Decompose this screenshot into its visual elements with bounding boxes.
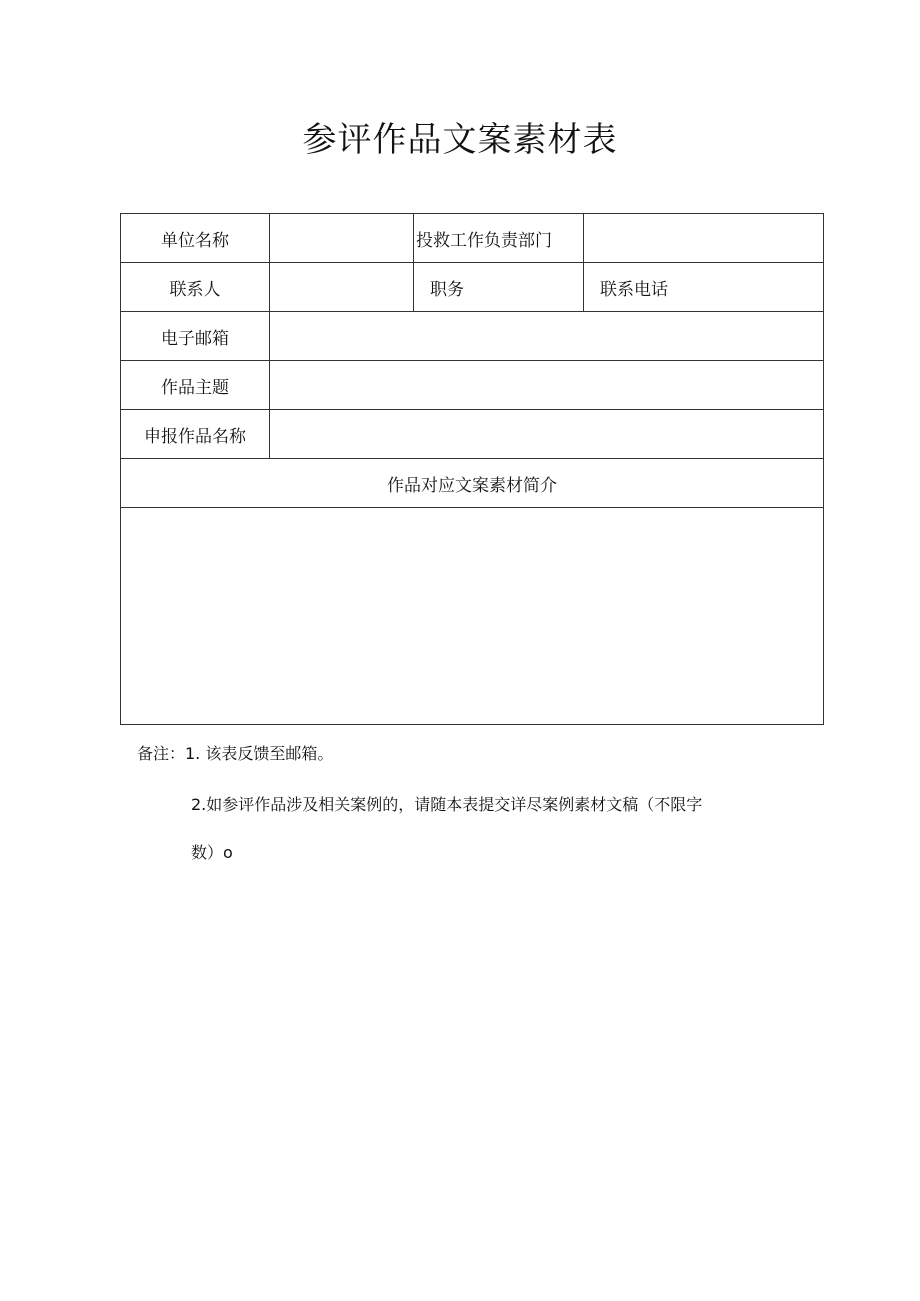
email-label: 电子邮箱 [121, 312, 270, 361]
intro-header: 作品对应文案素材简介 [121, 459, 824, 508]
unit-name-field[interactable] [270, 214, 414, 263]
theme-field[interactable] [270, 361, 824, 410]
note-line-3: 数）o [191, 843, 233, 862]
theme-label: 作品主题 [121, 361, 270, 410]
dept-label: 投救工作负责部门 [414, 214, 584, 263]
note-line-1: 备注：1. 该表反馈至邮箱。 [137, 744, 334, 763]
material-form-table [120, 213, 824, 725]
contact-field[interactable] [270, 263, 414, 312]
table-row [121, 263, 824, 312]
intro-field[interactable] [121, 508, 824, 725]
contact-label: 联系人 [121, 263, 270, 312]
unit-name-label: 单位名称 [121, 214, 270, 263]
work-name-field[interactable] [270, 410, 824, 459]
email-field[interactable] [270, 312, 824, 361]
table-row [121, 361, 824, 410]
table-row [121, 508, 824, 725]
phone-label: 联系电话 [584, 263, 824, 312]
page-title: 参评作品文案素材表 [302, 120, 618, 160]
table-row [121, 410, 824, 459]
table-row [121, 214, 824, 263]
position-label: 职务 [414, 263, 584, 312]
table-row [121, 312, 824, 361]
note-line-2: 2.如参评作品涉及相关案例的，请随本表提交详尽案例素材文稿（不限字 [191, 795, 703, 814]
work-name-label: 申报作品名称 [121, 410, 270, 459]
table-row [121, 459, 824, 508]
dept-field[interactable] [584, 214, 824, 263]
